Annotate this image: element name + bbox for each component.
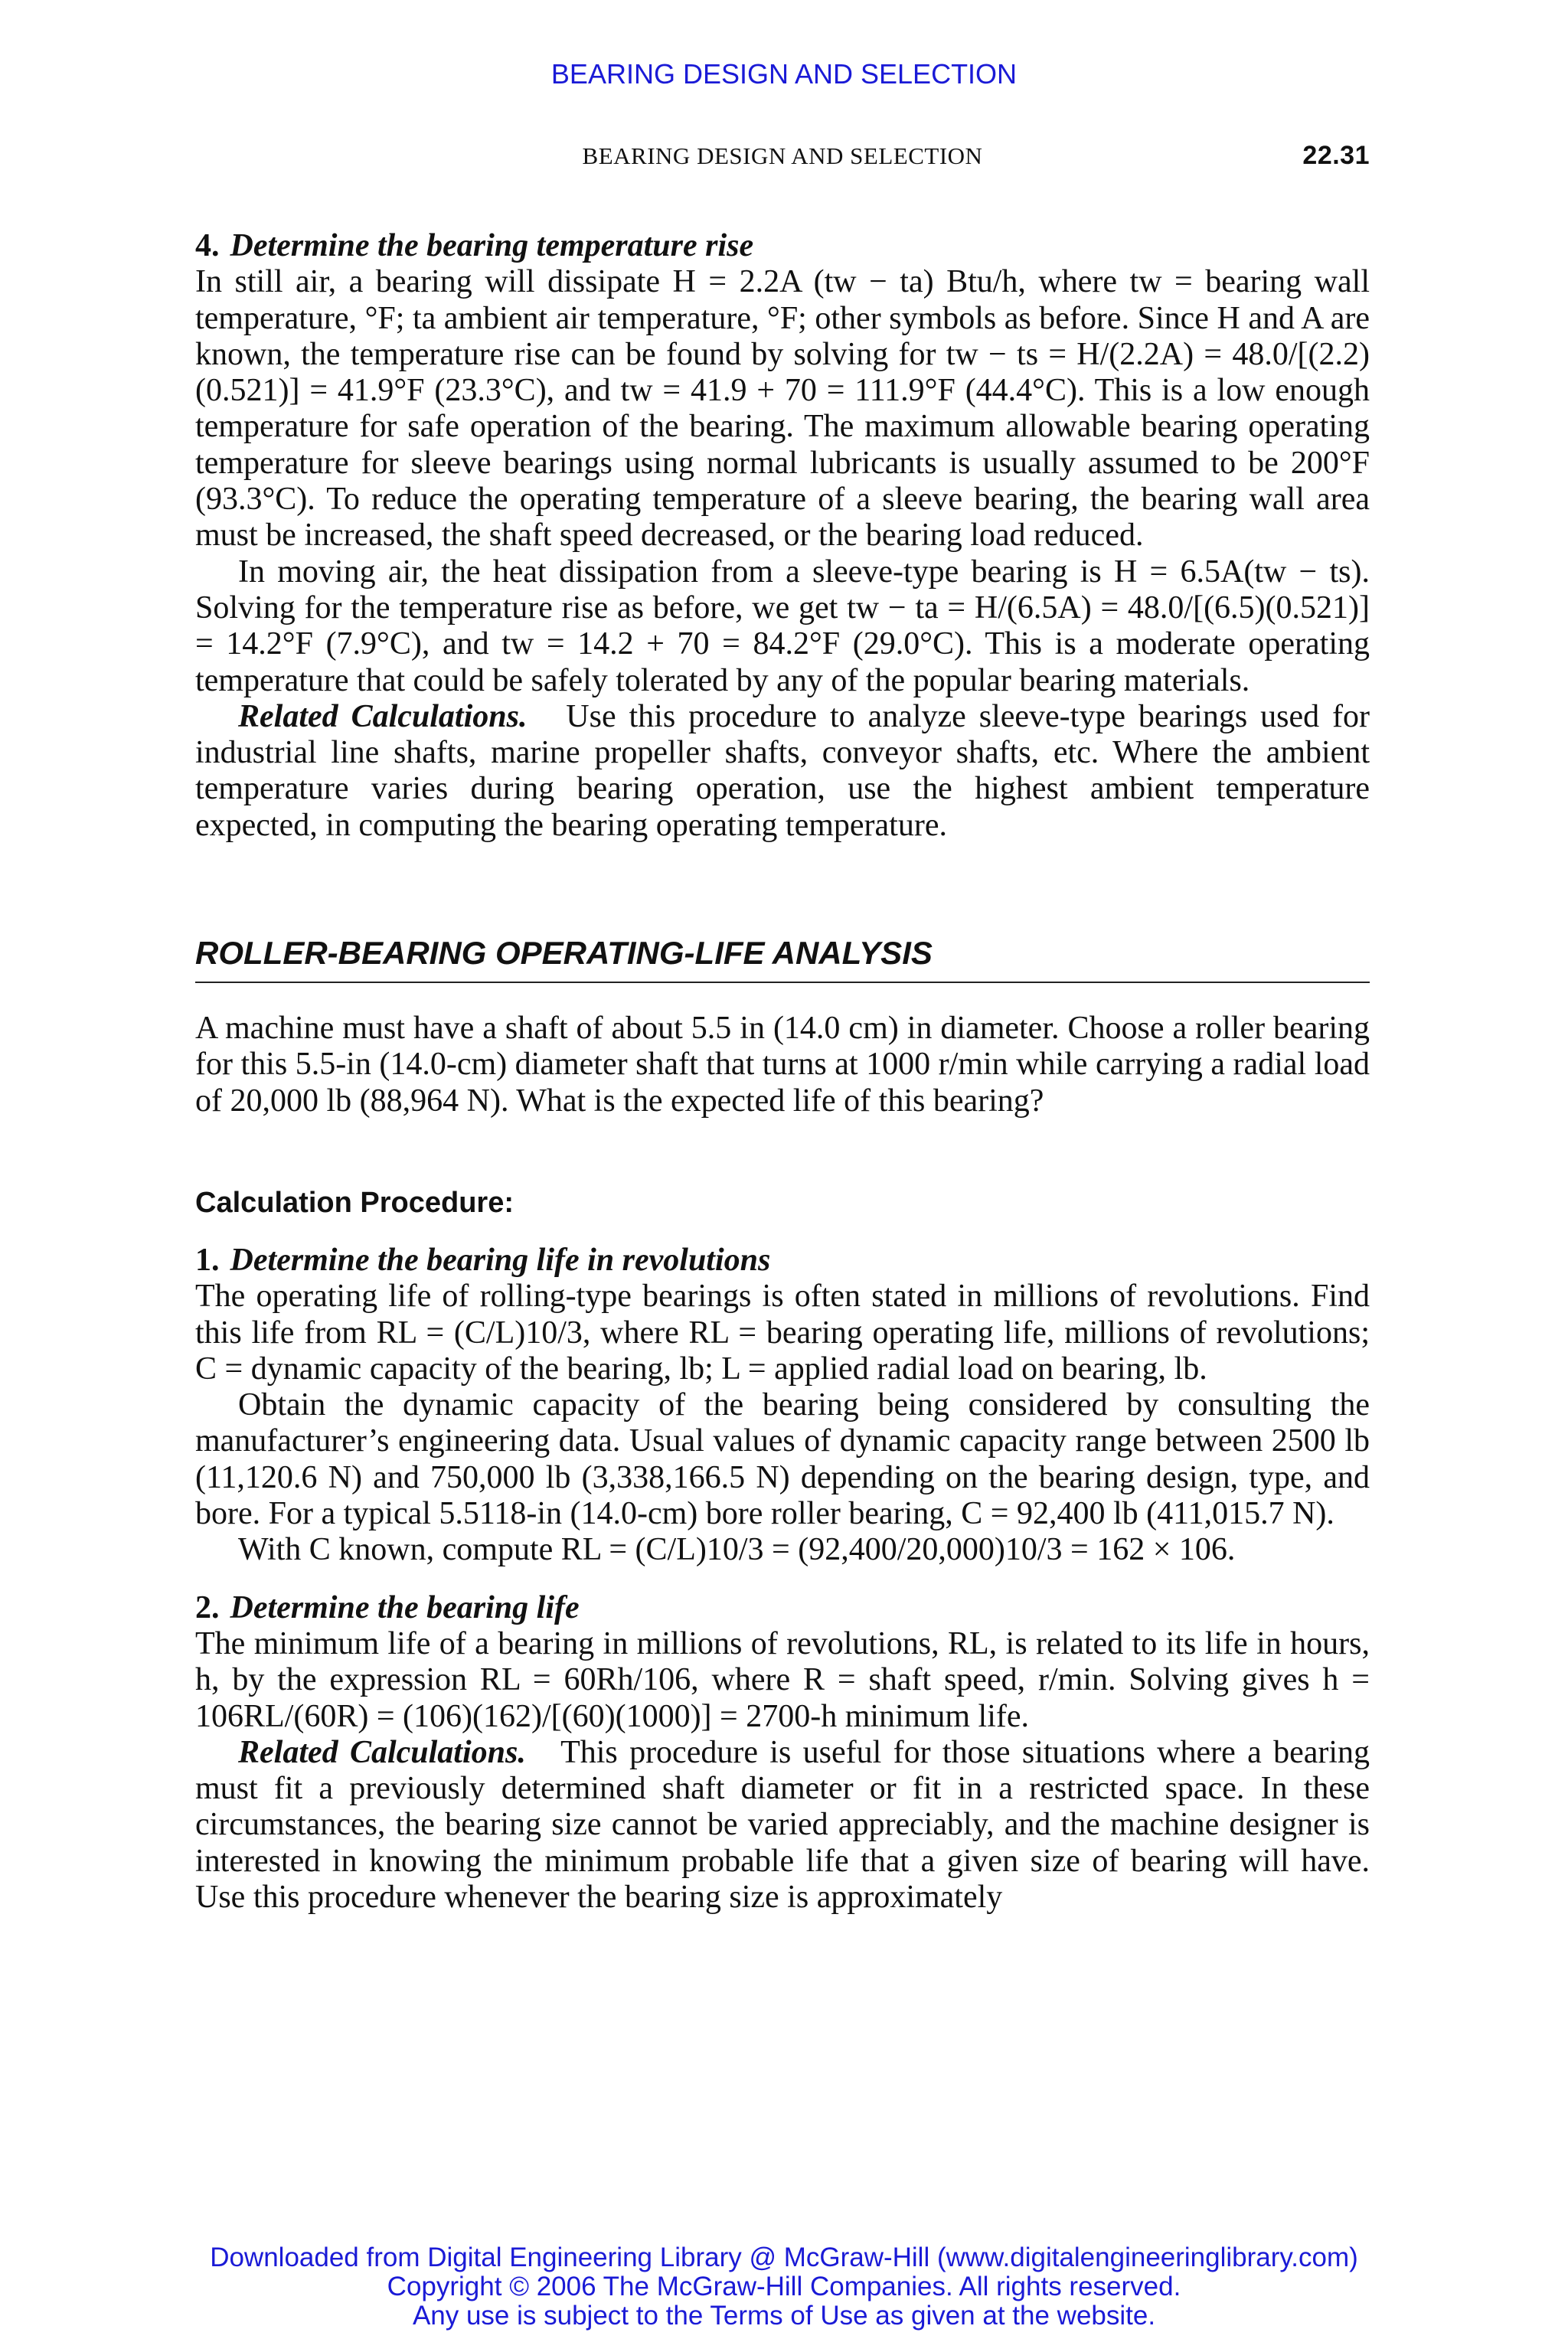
step-1-heading (195, 1243, 1370, 1279)
step-2-title: Determine the bearing life (230, 1589, 580, 1625)
related-calculations-text: This procedure is useful for those situations where a bearing must fit a previously determined shaft diameter or fit in a restricted space. In these circumstances, the bearing size cannot be varied appreciably, and the machine designer is interested in knowing the minimum probable life that a given size of bearing will have. Use this procedure whenever the bearing size is approximately (195, 1734, 1370, 1915)
step-4-title: Determine the bearing temperature rise (230, 228, 754, 263)
related-calculations-label: Related Calculations. (238, 698, 528, 734)
problem-statement: A machine must have a shaft of about 5.5 in (14.0 cm) in diameter. Choose a roller bearing for this 5.5-in (14.0-cm) diameter shaft that turns at 1000 r/min while carrying a radial load of 20,000 lb (88,964 N). What is the expected life of this bearing? (195, 1011, 1370, 1119)
footer-copyright: Copyright © 2006 The McGraw-Hill Companies. All rights reserved. (387, 2272, 1181, 2301)
step-1-number: 1. (195, 1242, 220, 1278)
running-title: BEARING DESIGN AND SELECTION (582, 142, 983, 169)
related-calculations-text: Use this procedure to analyze sleeve-type bearings used for industrial line shafts, marine propeller shafts, conveyor shafts, etc. Where the ambient temperature varies during bearing operation, use the highest ambient temperature expected, in computing the bearing operating temperature. (195, 698, 1370, 843)
step-4-paragraph-1: In still air, a bearing will dissipate H = 2.2A (tw − ta) Btu/h, where tw = bearing wall temperature, °F; ta ambient air temperature, °F; other symbols as before. Since H and A are known, the temperature rise can be found by solving for tw − ts = H/(2.2A) = 48.0/[(2.2)(0.521)] = 41.9°F (23.3°C), and tw = 41.9 + 70 = 111.9°F (44.4°C). This is a low enough temperature for safe operation of the bearing. The maximum allowable bearing operating temperature for sleeve bearings using normal lubricants is usually assumed to be 200°F (93.3°C). To reduce the operating temperature of a sleeve bearing, the bearing wall area must be increased, the shaft speed decreased, or the bearing load reduced. (195, 264, 1370, 554)
related-calculations-label: Related Calculations. (238, 1734, 526, 1770)
step-4-paragraph-2: In moving air, the heat dissipation from a sleeve-type bearing is H = 6.5A(tw − ts). Solving for the temperature rise as before, we get tw − ta = H/(6.5A) = 48.0/[(6.5)(0.521)] = 14.2°F (7.9°C), and tw = 14.2 + 70 = 84.2°F (29.0°C). This is a moderate operating temperature that could be safely tolerated by any of the popular bearing materials. (195, 554, 1370, 698)
step-4-heading (195, 228, 1370, 264)
step-1-title: Determine the bearing life in revolutions (230, 1242, 771, 1278)
step-1-paragraph-1: The operating life of rolling-type bearings is often stated in millions of revolutions. Find this life from RL = (C/L)10/3, where RL = bearing operating life, millions of revolutions; C = dynamic capacity of the bearing, lb; L = applied radial load on bearing, lb. (195, 1279, 1370, 1387)
footer-download-link[interactable]: Downloaded from Digital Engineering Library @ McGraw-Hill (www.digitalengineeringlibrary.com) (210, 2243, 1358, 2272)
calculation-procedure-heading: Calculation Procedure: (195, 1186, 514, 1219)
section-title: ROLLER-BEARING OPERATING-LIFE ANALYSIS (195, 934, 1370, 983)
footer (0, 2243, 1568, 2331)
footer-terms[interactable]: Any use is subject to the Terms of Use as given at the website. (412, 2301, 1156, 2331)
step-2-heading (195, 1590, 1370, 1626)
step-2-related-calculations (195, 1735, 1370, 1916)
page-number: 22.31 (1302, 141, 1370, 170)
step-1-paragraph-3: With C known, compute RL = (C/L)10/3 = (92,400/20,000)10/3 = 162 × 106. (238, 1532, 1236, 1568)
step-4-related-calculations (195, 699, 1370, 844)
step-4-number: 4. (195, 228, 220, 263)
step-2-paragraph-1: The minimum life of a bearing in millions of revolutions, RL, is related to its life in hours, h, by the expression RL = 60Rh/106, where R = shaft speed, r/min. Solving gives h = 106RL/(60R) = (106)(162)/[(60)(1000)] = 2700-h minimum life. (195, 1625, 1370, 1734)
top-title-link[interactable]: BEARING DESIGN AND SELECTION (550, 58, 1018, 90)
step-1-paragraph-2: Obtain the dynamic capacity of the bearing being considered by consulting the manufacturer’s engineering data. Usual values of dynamic capacity range between 2500 lb (11,120.6 N) and 750,000 lb (3,338,166.5 N) depending on the bearing design, type, and bore. For a typical 5.5118-in (14.0-cm) bore roller bearing, C = 92,400 lb (411,015.7 N). (195, 1387, 1370, 1532)
step-2-number: 2. (195, 1589, 220, 1625)
page-body (195, 228, 1370, 1916)
